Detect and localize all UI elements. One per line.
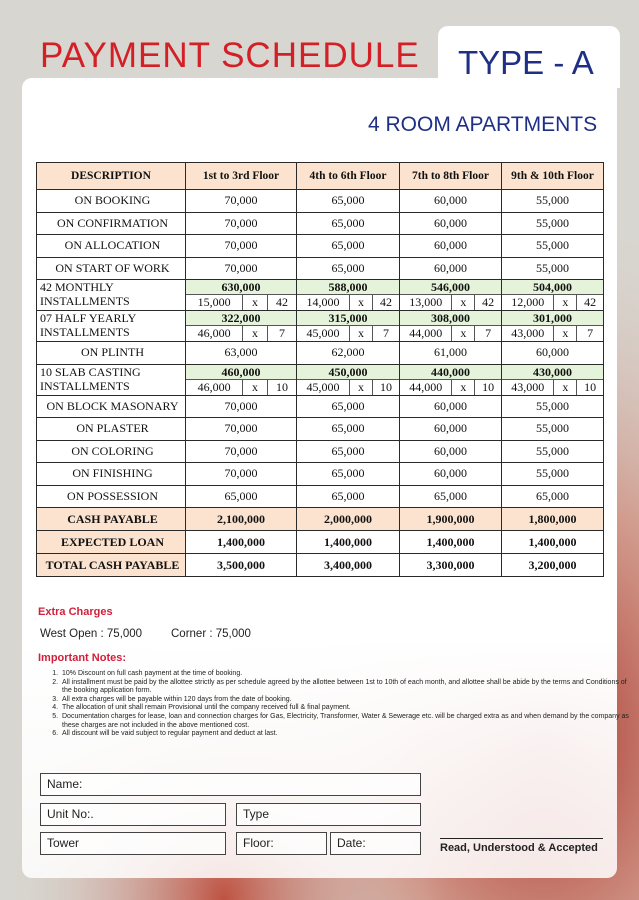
row-label: ON CONFIRMATION	[37, 212, 186, 235]
times-sign: x	[452, 380, 475, 395]
note-item: 3. All extra charges will be payable within 120 days from the date of booking.	[60, 696, 630, 705]
name-field[interactable]: Name:	[40, 773, 421, 796]
cell-value: 2,100,000	[186, 508, 297, 531]
table-row	[37, 257, 604, 280]
installment-amount: 44,000	[400, 380, 452, 395]
row-label	[37, 311, 186, 342]
row-label: ON FINISHING	[37, 463, 186, 486]
installment-count: 10	[482, 379, 495, 394]
signature-line	[440, 838, 603, 839]
installment-amount: 46,000	[186, 380, 243, 395]
important-notes-title: Important Notes:	[38, 652, 126, 664]
cell-value: 65,000	[297, 235, 400, 258]
installment-total: 315,000	[297, 311, 399, 325]
cell-value: 1,400,000	[297, 531, 400, 554]
payment-schedule-table	[36, 162, 604, 577]
tower-field[interactable]: Tower	[40, 832, 226, 855]
cell-value: 65,000	[400, 485, 502, 508]
cell-value: 3,200,000	[502, 554, 604, 577]
row-label	[37, 280, 186, 311]
type-field[interactable]: Type	[236, 803, 421, 826]
column-header: 1st to 3rd Floor	[186, 163, 297, 190]
installment-total: 504,000	[502, 280, 603, 294]
row-label: ON PLASTER	[37, 418, 186, 441]
row-label: ON COLORING	[37, 440, 186, 463]
total-cash-payable-row	[37, 554, 604, 577]
cell-value: 1,400,000	[502, 531, 604, 554]
installment-amount: 13,000	[400, 295, 452, 310]
installment-count: 42	[380, 295, 392, 309]
cell-value: 60,000	[502, 342, 604, 365]
installment-row	[37, 311, 604, 342]
row-label-line: 42 MONTHLY	[40, 280, 114, 294]
installment-amount: 12,000	[502, 295, 554, 310]
unit-no-field[interactable]: Unit No:.	[40, 803, 226, 826]
times-sign: x	[243, 380, 268, 395]
column-header: 4th to 6th Floor	[297, 163, 400, 190]
cell-value: 70,000	[186, 190, 297, 213]
note-item: 2. All installment must be paid by the allottee strictly as per schedule agreed by the allottee between 1st to 10th of each month, and allottee shall be abide by the terms and Conditions of the booking application form.	[60, 679, 630, 696]
table-row	[37, 212, 604, 235]
cell-value: 55,000	[502, 190, 604, 213]
note-item: 4. The allocation of unit shall remain Provisional until the company received full & final payment.	[60, 704, 630, 713]
installment-amount: 15,000	[186, 295, 243, 310]
installment-count: 10	[380, 379, 392, 394]
cell-value: 3,300,000	[400, 554, 502, 577]
times-sign: x	[350, 380, 373, 395]
type-label: TYPE - A	[458, 44, 594, 81]
times-sign: x	[452, 326, 475, 341]
cell-value: 60,000	[400, 418, 502, 441]
cell-value: 60,000	[400, 463, 502, 486]
cell-value: 3,400,000	[297, 554, 400, 577]
column-header: 9th & 10th Floor	[502, 163, 604, 190]
times-sign: x	[243, 326, 268, 341]
cell-value: 65,000	[297, 463, 400, 486]
cell-value: 65,000	[297, 212, 400, 235]
times-sign: x	[452, 295, 475, 310]
installment-amount: 45,000	[297, 380, 350, 395]
cell-value: 65,000	[502, 485, 604, 508]
installment-amount: 43,000	[502, 380, 554, 395]
cell-value: 65,000	[297, 190, 400, 213]
installment-total: 460,000	[186, 365, 296, 379]
cell-value: 1,400,000	[186, 531, 297, 554]
row-label-line: INSTALLMENTS	[40, 325, 130, 339]
installment-count: 10	[275, 379, 288, 394]
installment-count: 7	[587, 326, 594, 340]
installment-total: 440,000	[400, 365, 501, 379]
cell-value: 60,000	[400, 235, 502, 258]
cell-value: 55,000	[502, 257, 604, 280]
expected-loan-row	[37, 531, 604, 554]
cell-value: 55,000	[502, 395, 604, 418]
row-label: ON BLOCK MASONARY	[37, 395, 186, 418]
table-row	[37, 190, 604, 213]
cell-value: 55,000	[502, 463, 604, 486]
cell-value: 60,000	[400, 190, 502, 213]
cell-value: 65,000	[297, 257, 400, 280]
times-sign: x	[554, 380, 577, 395]
row-label-line: INSTALLMENTS	[40, 294, 130, 308]
floor-field[interactable]: Floor:	[236, 832, 327, 855]
installment-amount: 46,000	[186, 326, 243, 341]
table-row	[37, 395, 604, 418]
cash-payable-row	[37, 508, 604, 531]
page-title: PAYMENT SCHEDULE	[40, 36, 420, 75]
cell-value: 65,000	[297, 418, 400, 441]
cell-value: 2,000,000	[297, 508, 400, 531]
times-sign: x	[243, 295, 268, 310]
extra-charges-title: Extra Charges	[38, 606, 113, 618]
cell-value: 70,000	[186, 463, 297, 486]
note-item: 1. 10% Discount on full cash payment at the time of booking.	[60, 670, 630, 679]
cell-value: 1,400,000	[400, 531, 502, 554]
table-row	[37, 342, 604, 365]
table-header-row	[37, 163, 604, 190]
table-row	[37, 485, 604, 508]
cell-value: 65,000	[297, 485, 400, 508]
times-sign: x	[554, 326, 577, 341]
installment-total: 430,000	[502, 365, 603, 379]
row-label-line: INSTALLMENTS	[40, 378, 130, 393]
times-sign: x	[350, 295, 373, 310]
cell-value: 60,000	[400, 440, 502, 463]
corner-charge: Corner : 75,000	[171, 628, 251, 640]
installment-total: 630,000	[186, 280, 296, 294]
row-label	[37, 364, 186, 395]
row-label: CASH PAYABLE	[37, 508, 186, 531]
apartment-subtitle: 4 ROOM APARTMENTS	[368, 113, 598, 136]
column-header: DESCRIPTION	[37, 163, 186, 190]
installment-total: 301,000	[502, 311, 603, 325]
table-row	[37, 440, 604, 463]
row-label: ON BOOKING	[37, 190, 186, 213]
times-sign: x	[554, 295, 577, 310]
note-item: 5. Documentation charges for lease, loan and connection charges for Gas, Electricity, Transformer, Water & Sewerage etc. will be charged extra as and when demand by the company as these charges are not included in the above mentioned cost.	[60, 713, 630, 730]
cell-value: 55,000	[502, 212, 604, 235]
installment-total: 450,000	[297, 365, 399, 379]
cell-value: 60,000	[400, 395, 502, 418]
signature-label: Read, Understood & Accepted	[440, 842, 598, 854]
table-row	[37, 235, 604, 258]
row-label: ON POSSESSION	[37, 485, 186, 508]
cell-value: 55,000	[502, 440, 604, 463]
west-open-charge: West Open : 75,000	[40, 628, 143, 640]
cell-value: 55,000	[502, 235, 604, 258]
cell-value: 70,000	[186, 212, 297, 235]
cell-value: 70,000	[186, 395, 297, 418]
row-label: ON ALLOCATION	[37, 235, 186, 258]
column-header: 7th to 8th Floor	[400, 163, 502, 190]
table-row	[37, 463, 604, 486]
installment-row	[37, 280, 604, 311]
cell-value: 60,000	[400, 257, 502, 280]
row-label: TOTAL CASH PAYABLE	[37, 554, 186, 577]
installment-row	[37, 364, 604, 395]
cell-value: 65,000	[297, 440, 400, 463]
row-label: ON START OF WORK	[37, 257, 186, 280]
installment-count: 7	[485, 326, 492, 340]
row-label: EXPECTED LOAN	[37, 531, 186, 554]
installment-count: 42	[584, 295, 597, 309]
note-item: 6. All discount will be vaid subject to regular payment and deduct at last.	[60, 730, 630, 739]
installment-total: 546,000	[400, 280, 501, 294]
installment-total: 588,000	[297, 280, 399, 294]
row-label: ON PLINTH	[37, 342, 186, 365]
cell-value: 70,000	[186, 235, 297, 258]
cell-value: 62,000	[297, 342, 400, 365]
cell-value: 65,000	[186, 485, 297, 508]
installment-count: 7	[383, 326, 389, 340]
cell-value: 60,000	[400, 212, 502, 235]
cell-value: 70,000	[186, 257, 297, 280]
installment-count: 7	[278, 326, 285, 340]
row-label-line: 07 HALF YEARLY	[40, 311, 137, 325]
installment-total: 308,000	[400, 311, 501, 325]
cell-value: 3,500,000	[186, 554, 297, 577]
installment-amount: 44,000	[400, 326, 452, 341]
cell-value: 70,000	[186, 440, 297, 463]
installment-count: 42	[275, 295, 288, 309]
cell-value: 1,900,000	[400, 508, 502, 531]
cell-value: 63,000	[186, 342, 297, 365]
cell-value: 1,800,000	[502, 508, 604, 531]
installment-count: 10	[584, 379, 597, 394]
cell-value: 70,000	[186, 418, 297, 441]
table-row	[37, 418, 604, 441]
installment-count: 42	[482, 295, 495, 309]
installment-amount: 45,000	[297, 326, 350, 341]
notes-list	[38, 670, 630, 739]
row-label-line: 10 SLAB CASTING	[40, 364, 141, 379]
installment-amount: 14,000	[297, 295, 350, 310]
date-field[interactable]: Date:	[330, 832, 421, 855]
cell-value: 61,000	[400, 342, 502, 365]
cell-value: 65,000	[297, 395, 400, 418]
installment-total: 322,000	[186, 311, 296, 325]
cell-value: 55,000	[502, 418, 604, 441]
installment-amount: 43,000	[502, 326, 554, 341]
times-sign: x	[350, 326, 373, 341]
